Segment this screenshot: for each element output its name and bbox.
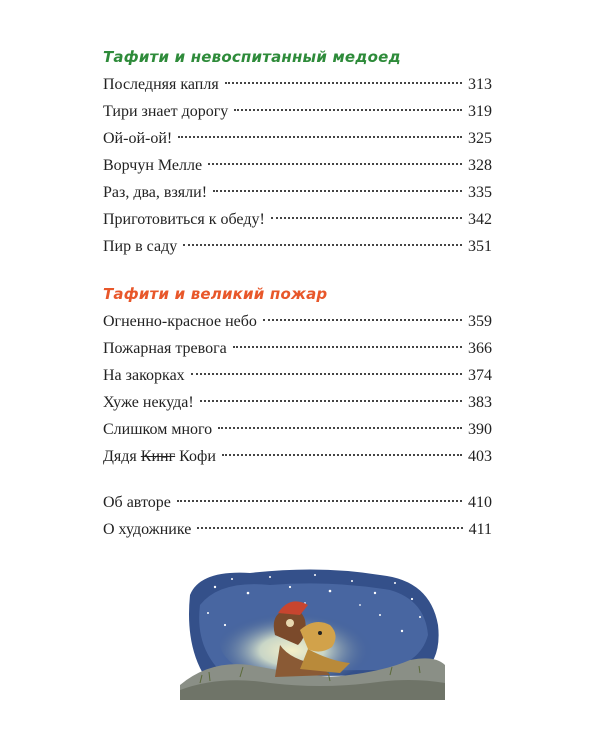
toc-entry-title: Приготовиться к обеду! [103, 211, 265, 228]
night-sky-illustration [180, 565, 445, 700]
toc-entry[interactable] [103, 443, 492, 470]
leader-dots [225, 82, 462, 84]
toc-entry-title: Пожарная тревога [103, 340, 227, 357]
toc-entry-title [103, 443, 216, 470]
toc-entry-title: Слишком много [103, 421, 213, 438]
toc-entry[interactable] [103, 362, 492, 389]
leader-dots [271, 217, 462, 219]
leader-dots [183, 244, 462, 246]
leader-dots [200, 400, 462, 402]
leader-dots [208, 163, 462, 165]
toc-entry[interactable] [103, 71, 492, 98]
title-suffix: Кофи [179, 448, 216, 465]
toc-entry[interactable] [103, 308, 492, 335]
toc-entry-page: 374 [468, 367, 492, 384]
toc-entry-title: Хуже некуда! [103, 394, 194, 411]
title-prefix: Дядя [103, 448, 137, 465]
leader-dots [233, 346, 462, 348]
section-title-medoed: Тафити и невоспитанный медоед [103, 48, 401, 66]
leader-dots [178, 136, 462, 138]
toc-entry[interactable] [103, 233, 492, 260]
toc-entry-title: Огненно-красное небо [103, 313, 257, 330]
toc-entry-page: 390 [468, 421, 492, 438]
leader-dots [213, 190, 462, 192]
section-title-pozhar: Тафити и великий пожар [103, 285, 328, 303]
leader-dots [222, 454, 462, 456]
toc-entry-page: 383 [468, 394, 492, 411]
toc-entry[interactable] [103, 416, 492, 443]
toc-list-section-2 [103, 308, 492, 470]
title-struck-word: Кинг [140, 448, 176, 465]
leader-dots [218, 427, 462, 429]
toc-entry-page: 411 [468, 521, 492, 538]
toc-entry-title: Ворчун Мелле [103, 157, 203, 174]
toc-entry[interactable] [103, 152, 492, 179]
leader-dots [191, 373, 462, 375]
toc-entry[interactable] [103, 179, 492, 206]
toc-entry[interactable] [103, 489, 492, 516]
toc-entry-title: На закорках [103, 367, 185, 384]
toc-entry-page: 325 [468, 130, 492, 147]
toc-entry-page: 342 [468, 211, 492, 228]
toc-entry[interactable] [103, 335, 492, 362]
toc-entry-page: 359 [468, 313, 492, 330]
toc-entry-page: 403 [468, 448, 492, 465]
leader-dots [197, 527, 462, 529]
toc-entry[interactable] [103, 389, 492, 416]
leader-dots [234, 109, 462, 111]
toc-entry-page: 328 [468, 157, 492, 174]
toc-list-extras [103, 489, 492, 543]
toc-entry-page: 319 [468, 103, 492, 120]
toc-entry-title: Тири знает дорогу [103, 103, 229, 120]
toc-entry[interactable] [103, 206, 492, 233]
leader-dots [263, 319, 462, 321]
toc-entry-page: 366 [468, 340, 492, 357]
toc-entry-title: О художнике [103, 521, 192, 538]
toc-entry-page: 313 [468, 76, 492, 93]
toc-list-section-1 [103, 71, 492, 260]
toc-entry-page: 410 [468, 494, 492, 511]
toc-entry[interactable] [103, 125, 492, 152]
toc-entry-title: Пир в саду [103, 238, 178, 255]
toc-entry-title: Об авторе [103, 494, 171, 511]
toc-entry[interactable] [103, 98, 492, 125]
toc-entry-page: 335 [468, 184, 492, 201]
leader-dots [177, 500, 462, 502]
toc-entry-title: Раз, два, взяли! [103, 184, 208, 201]
toc-entry[interactable] [103, 516, 492, 543]
toc-entry-title: Последняя капля [103, 76, 219, 93]
toc-entry-page: 351 [468, 238, 492, 255]
toc-entry-title: Ой-ой-ой! [103, 130, 173, 147]
